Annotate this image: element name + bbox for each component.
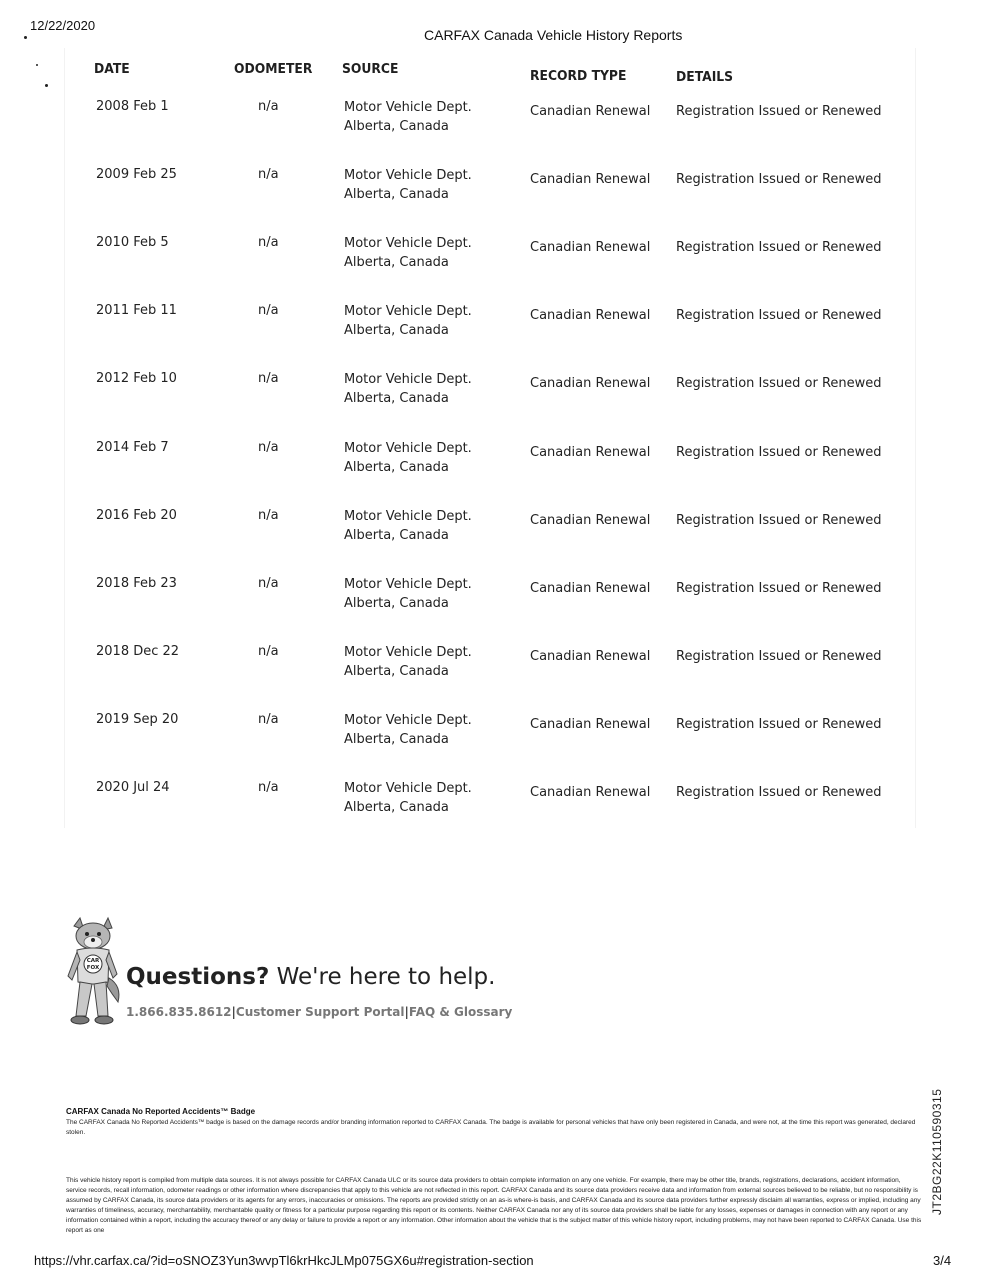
row-odometer: n/a	[258, 167, 279, 182]
row-source	[344, 234, 472, 272]
table-row	[0, 301, 988, 361]
table-row	[0, 642, 988, 702]
row-record-type: Canadian Renewal	[530, 376, 651, 391]
help-title	[126, 964, 495, 990]
row-source-line1: Motor Vehicle Dept.	[344, 509, 472, 524]
row-record-type: Canadian Renewal	[530, 581, 651, 596]
row-source-line1: Motor Vehicle Dept.	[344, 372, 472, 387]
row-record-type: Canadian Renewal	[530, 104, 651, 119]
row-source-line2: Alberta, Canada	[344, 732, 449, 747]
table-row	[0, 438, 988, 498]
row-date: 2016 Feb 20	[96, 508, 177, 523]
row-date: 2014 Feb 7	[96, 440, 169, 455]
row-details: Registration Issued or Renewed	[676, 649, 882, 664]
svg-text:FOX: FOX	[86, 965, 100, 971]
row-details: Registration Issued or Renewed	[676, 240, 882, 255]
table-row	[0, 506, 988, 566]
row-source-line1: Motor Vehicle Dept.	[344, 645, 472, 660]
row-source-line1: Motor Vehicle Dept.	[344, 441, 472, 456]
row-details: Registration Issued or Renewed	[676, 172, 882, 187]
header-record-type: RECORD TYPE	[530, 69, 627, 84]
row-odometer: n/a	[258, 508, 279, 523]
row-record-type: Canadian Renewal	[530, 649, 651, 664]
header-source: SOURCE	[342, 62, 399, 77]
legal-disclaimer: This vehicle history report is compiled from multiple data sources. It is not always possible for CARFAX Canada ULC or its source data providers to obtain complete information on any one vehicle. For example, there may be other title, brands, registrations, declarations, accident information, service records, recall information, odometer readings or other information where discrepancies that apply to this vehicle are not reflected in this report. CARFAX Canada and its source data providers receive data and information from external sources believed to be reliable, but no responsibility is assumed by CARFAX Canada, its source data providers or its agents for any errors, inaccuracies or omissions. The reports are provided strictly on an as-is where-is basis, and CARFAX Canada and its source data providers further expressly disclaim all warranties, express or implied, including any warranties of timeliness, accuracy, merchantability, merchantable quality or fitness for a particular purpose regarding this report or its contents. Neither CARFAX Canada nor any of its source data providers shall be liable for any losses, expenses or damages in connection with any report or any information contained within a report, including the accuracy thereof or any delay or failure to provide a report or any information. Other information about the vehicle that is the subject matter of this vehicle history report, including problems, may not have been reported to CARFAX Canada. Use this report as one	[66, 1177, 922, 1234]
page-url: https://vhr.carfax.ca/?id=oSNOZ3Yun3wvpTl6krHkcJLMp075GX6u#registration-section	[34, 1253, 534, 1268]
page-number: 3/4	[933, 1253, 952, 1268]
row-record-type: Canadian Renewal	[530, 308, 651, 323]
row-details: Registration Issued or Renewed	[676, 717, 882, 732]
row-source-line1: Motor Vehicle Dept.	[344, 781, 472, 796]
print-date: 12/22/2020	[30, 18, 96, 33]
row-source-line2: Alberta, Canada	[344, 187, 449, 202]
row-odometer: n/a	[258, 576, 279, 591]
row-source	[344, 711, 472, 749]
table-row	[0, 778, 988, 838]
row-source-line2: Alberta, Canada	[344, 255, 449, 270]
row-source-line2: Alberta, Canada	[344, 119, 449, 134]
customer-support-portal-link[interactable]: Customer Support Portal	[235, 1005, 405, 1019]
row-source	[344, 439, 472, 477]
row-source-line2: Alberta, Canada	[344, 391, 449, 406]
row-date: 2009 Feb 25	[96, 167, 177, 182]
row-source-line1: Motor Vehicle Dept.	[344, 713, 472, 728]
row-source-line1: Motor Vehicle Dept.	[344, 236, 472, 251]
row-date: 2012 Feb 10	[96, 371, 177, 386]
help-links	[126, 1005, 512, 1019]
row-details: Registration Issued or Renewed	[676, 376, 882, 391]
vin-number: JT2BG22K110590315	[930, 1088, 944, 1215]
table-row	[0, 97, 988, 157]
row-source	[344, 507, 472, 545]
row-details: Registration Issued or Renewed	[676, 445, 882, 460]
row-source-line1: Motor Vehicle Dept.	[344, 100, 472, 115]
scan-speck	[36, 64, 38, 66]
row-record-type: Canadian Renewal	[530, 445, 651, 460]
link-separator: |	[231, 1005, 236, 1019]
table-row	[0, 369, 988, 429]
header-odometer: ODOMETER	[234, 62, 313, 77]
row-source	[344, 643, 472, 681]
row-source-line2: Alberta, Canada	[344, 596, 449, 611]
row-odometer: n/a	[258, 712, 279, 727]
row-source	[344, 575, 472, 613]
row-record-type: Canadian Renewal	[530, 172, 651, 187]
row-date: 2011 Feb 11	[96, 303, 177, 318]
row-odometer: n/a	[258, 440, 279, 455]
row-source-line1: Motor Vehicle Dept.	[344, 168, 472, 183]
row-details: Registration Issued or Renewed	[676, 581, 882, 596]
row-record-type: Canadian Renewal	[530, 513, 651, 528]
row-source-line2: Alberta, Canada	[344, 323, 449, 338]
scan-speck	[24, 36, 27, 39]
svg-text:CAR: CAR	[86, 958, 100, 964]
help-section	[62, 916, 562, 1036]
carfox-mascot-icon	[62, 916, 124, 1028]
row-date: 2018 Feb 23	[96, 576, 177, 591]
help-title-rest: We're here to help.	[269, 964, 496, 990]
table-row	[0, 574, 988, 634]
row-odometer: n/a	[258, 99, 279, 114]
link-separator: |	[404, 1005, 409, 1019]
row-date: 2018 Dec 22	[96, 644, 180, 659]
row-source-line1: Motor Vehicle Dept.	[344, 577, 472, 592]
badge-heading: CARFAX Canada No Reported Accidents™ Badge	[66, 1107, 256, 1116]
row-details: Registration Issued or Renewed	[676, 104, 882, 119]
row-date: 2020 Jul 24	[96, 780, 170, 795]
row-odometer: n/a	[258, 371, 279, 386]
print-title: CARFAX Canada Vehicle History Reports	[424, 27, 683, 43]
row-details: Registration Issued or Renewed	[676, 308, 882, 323]
table-row	[0, 165, 988, 225]
badge-text: The CARFAX Canada No Reported Accidents™ badge is based on the damage records and/or branding information reported to CARFAX Canada. The badge is available for personal vehicles that have only been registered in Canada, and were not, at the time this report was generated, declared stolen.	[66, 1119, 916, 1136]
table-row	[0, 710, 988, 770]
table-row	[0, 233, 988, 293]
row-source-line2: Alberta, Canada	[344, 528, 449, 543]
row-odometer: n/a	[258, 644, 279, 659]
row-odometer: n/a	[258, 235, 279, 250]
header-date: DATE	[94, 62, 130, 77]
row-source	[344, 779, 472, 817]
row-odometer: n/a	[258, 303, 279, 318]
row-record-type: Canadian Renewal	[530, 717, 651, 732]
row-details: Registration Issued or Renewed	[676, 785, 882, 800]
support-phone-link[interactable]: 1.866.835.8612	[126, 1005, 232, 1019]
row-source	[344, 98, 472, 136]
row-odometer: n/a	[258, 780, 279, 795]
help-title-bold: Questions?	[126, 964, 270, 990]
scan-speck	[45, 84, 48, 87]
row-source	[344, 166, 472, 204]
faq-glossary-link[interactable]: FAQ & Glossary	[408, 1005, 513, 1019]
row-source-line2: Alberta, Canada	[344, 800, 449, 815]
header-details: DETAILS	[676, 70, 734, 85]
row-date: 2010 Feb 5	[96, 235, 169, 250]
row-source-line1: Motor Vehicle Dept.	[344, 304, 472, 319]
row-date: 2008 Feb 1	[96, 99, 169, 114]
row-source	[344, 370, 472, 408]
row-source-line2: Alberta, Canada	[344, 664, 449, 679]
row-source	[344, 302, 472, 340]
row-date: 2019 Sep 20	[96, 712, 179, 727]
row-record-type: Canadian Renewal	[530, 240, 651, 255]
row-record-type: Canadian Renewal	[530, 785, 651, 800]
row-details: Registration Issued or Renewed	[676, 513, 882, 528]
row-source-line2: Alberta, Canada	[344, 460, 449, 475]
